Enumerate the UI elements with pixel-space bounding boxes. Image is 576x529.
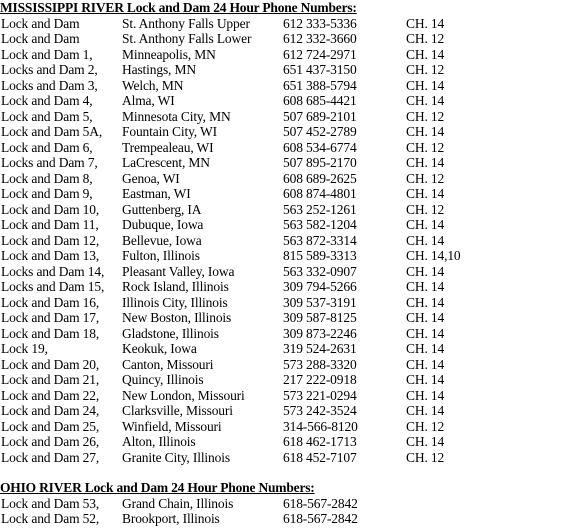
lock-location: Keokuk, Iowa: [122, 341, 197, 356]
lock-phone: 563 332-0907: [283, 263, 357, 279]
lock-name: Lock and Dam: [1, 31, 80, 46]
radio-channel: CH. 12: [406, 108, 445, 124]
lock-location: Minnesota City, MN: [122, 108, 231, 124]
table-row: [0, 357, 576, 373]
lock-location: Clarksville, Missouri: [122, 403, 233, 418]
table-row: [0, 140, 576, 156]
ohio-lock-list: [0, 496, 576, 527]
lock-phone: 309 873-2246: [283, 325, 357, 341]
lock-phone: 217 222-0918: [283, 372, 357, 387]
lock-location: New Boston, Illinois: [122, 310, 232, 325]
radio-channel: CH. 12: [406, 62, 445, 77]
lock-name: Locks and Dam 2,: [1, 62, 98, 77]
radio-channel: CH. 14: [406, 93, 445, 108]
table-row: [0, 186, 576, 202]
table-row: [0, 341, 576, 357]
lock-location: Winfield, Missouri: [122, 418, 222, 434]
radio-channel: CH. 14: [406, 155, 445, 170]
lock-phone: 612 332-3660: [283, 31, 357, 46]
lock-phone: 309 537-3191: [283, 294, 357, 310]
lock-phone: 309 587-8125: [283, 310, 357, 325]
lock-name: Lock and Dam: [1, 15, 80, 31]
lock-location: Quincy, Illinois: [122, 372, 204, 387]
lock-name: Lock and Dam 16,: [1, 294, 100, 310]
table-row: [0, 124, 576, 140]
lock-phone: 651 437-3150: [283, 62, 357, 77]
lock-name: Lock 19,: [1, 341, 48, 356]
table-row: [0, 109, 576, 125]
lock-location: Minneapolis, MN: [122, 46, 216, 62]
table-row: [0, 295, 576, 311]
lock-location: Genoa, WI: [122, 170, 180, 186]
lock-name: Lock and Dam 8,: [1, 170, 93, 186]
lock-name: Lock and Dam 13,: [1, 248, 100, 263]
radio-channel: CH. 14: [406, 124, 445, 139]
lock-location: Trempealeau, WI: [122, 139, 214, 155]
table-row: [0, 450, 576, 466]
lock-phone: 618 462-1713: [283, 434, 357, 449]
table-row: [0, 248, 576, 264]
lock-location: Alton, Illinois: [122, 434, 196, 449]
section-spacer: [0, 465, 576, 480]
lock-location: Fountain City, WI: [122, 124, 217, 139]
radio-channel: CH. 14: [406, 403, 445, 418]
lock-phone: 618-567-2842: [283, 495, 358, 511]
table-row: [0, 434, 576, 450]
lock-location: Brookport, Illinois: [122, 511, 220, 526]
lock-phone: 309 794-5266: [283, 279, 357, 294]
mississippi-heading: MISSISSIPPI RIVER Lock and Dam 24 Hour Phone Numbers:: [0, 0, 357, 15]
lock-phone: 573 288-3320: [283, 356, 357, 372]
radio-channel: CH. 12: [406, 418, 445, 434]
lock-location: Guttenberg, IA: [122, 201, 202, 217]
lock-name: Lock and Dam 1,: [1, 46, 93, 62]
table-row: [0, 372, 576, 388]
lock-location: Eastman, WI: [122, 186, 191, 201]
lock-name: Lock and Dam 20,: [1, 356, 100, 372]
table-row: [0, 93, 576, 109]
lock-location: Bellevue, Iowa: [122, 232, 202, 248]
lock-name: Lock and Dam 27,: [1, 449, 100, 465]
lock-name: Lock and Dam 52,: [1, 511, 100, 526]
lock-location: Grand Chain, Illinois: [122, 495, 234, 511]
radio-channel: CH. 14: [406, 279, 445, 294]
lock-phone: 507 689-2101: [283, 108, 357, 124]
table-row: [0, 511, 576, 527]
radio-channel: CH. 14: [406, 186, 445, 201]
radio-channel: CH. 14: [406, 310, 445, 325]
radio-channel: CH. 14: [406, 434, 445, 449]
table-row: [0, 62, 576, 78]
lock-name: Lock and Dam 9,: [1, 186, 93, 201]
lock-phone: 608 534-6774: [283, 139, 357, 155]
radio-channel: CH. 12: [406, 201, 445, 217]
lock-location: Alma, WI: [122, 93, 175, 108]
radio-channel: CH. 14: [406, 15, 445, 31]
lock-phone: 651 388-5794: [283, 77, 357, 93]
lock-phone: 314-566-8120: [283, 418, 358, 434]
table-row: [0, 31, 576, 47]
lock-phone: 563 252-1261: [283, 201, 357, 217]
lock-phone: 507 895-2170: [283, 155, 357, 170]
table-row: [0, 403, 576, 419]
lock-phone: 319 524-2631: [283, 341, 357, 356]
radio-channel: CH. 14: [406, 372, 445, 387]
radio-channel: CH. 14: [406, 387, 445, 403]
lock-phone: 815 589-3313: [283, 248, 357, 263]
table-row: [0, 310, 576, 326]
radio-channel: CH. 14: [406, 232, 445, 248]
radio-channel: CH. 14: [406, 217, 445, 232]
lock-name: Lock and Dam 17,: [1, 310, 100, 325]
lock-phone: 618 452-7107: [283, 449, 357, 465]
lock-name: Lock and Dam 12,: [1, 232, 100, 248]
lock-name: Lock and Dam 5,: [1, 108, 93, 124]
lock-name: Lock and Dam 26,: [1, 434, 100, 449]
lock-location: Pleasant Valley, Iowa: [122, 263, 235, 279]
radio-channel: CH. 14: [406, 325, 445, 341]
table-row: [0, 155, 576, 171]
table-row: [0, 388, 576, 404]
lock-location: Illinois City, Illinois: [122, 294, 228, 310]
lock-location: LaCrescent, MN: [122, 155, 210, 170]
lock-location: Granite City, Illinois: [122, 449, 230, 465]
lock-name: Lock and Dam 18,: [1, 325, 100, 341]
table-row: [0, 47, 576, 63]
lock-name: Lock and Dam 5A,: [1, 124, 103, 139]
table-row: [0, 279, 576, 295]
mississippi-lock-list: [0, 16, 576, 466]
lock-location: St. Anthony Falls Upper: [122, 15, 250, 31]
radio-channel: CH. 12: [406, 139, 445, 155]
lock-phone: 608 685-4421: [283, 93, 357, 108]
lock-name: Locks and Dam 7,: [1, 155, 98, 170]
table-row: [0, 171, 576, 187]
lock-location: Welch, MN: [122, 77, 184, 93]
table-row: [0, 202, 576, 218]
lock-name: Lock and Dam 25,: [1, 418, 100, 434]
lock-name: Locks and Dam 3,: [1, 77, 98, 93]
lock-location: New London, Missouri: [122, 387, 245, 403]
table-row: [0, 496, 576, 512]
lock-name: Lock and Dam 6,: [1, 139, 93, 155]
table-row: [0, 419, 576, 435]
table-row: [0, 16, 576, 32]
radio-channel: CH. 14: [406, 77, 445, 93]
radio-channel: CH. 12: [406, 449, 445, 465]
lock-location: Canton, Missouri: [122, 356, 214, 372]
lock-location: Gladstone, Illinois: [122, 325, 219, 341]
table-row: [0, 264, 576, 280]
lock-phone: 563 872-3314: [283, 232, 357, 248]
radio-channel: CH. 14: [406, 294, 445, 310]
lock-phone: 563 582-1204: [283, 217, 357, 232]
radio-channel: CH. 12: [406, 31, 445, 46]
lock-phone: 573 221-0294: [283, 387, 357, 403]
lock-phone: 612 724-2971: [283, 46, 357, 62]
table-row: [0, 326, 576, 342]
lock-name: Lock and Dam 10,: [1, 201, 100, 217]
lock-phone: 612 333-5336: [283, 15, 357, 31]
radio-channel: CH. 12: [406, 170, 445, 186]
radio-channel: CH. 14: [406, 46, 445, 62]
lock-phone: 608 689-2625: [283, 170, 357, 186]
lock-location: Fulton, Illinois: [122, 248, 200, 263]
lock-phone: 608 874-4801: [283, 186, 357, 201]
table-row: [0, 78, 576, 94]
lock-name: Locks and Dam 15,: [1, 279, 105, 294]
radio-channel: CH. 14: [406, 356, 445, 372]
lock-location: Hastings, MN: [122, 62, 196, 77]
lock-name: Locks and Dam 14,: [1, 263, 105, 279]
lock-location: Dubuque, Iowa: [122, 217, 204, 232]
lock-name: Lock and Dam 11,: [1, 217, 99, 232]
table-row: [0, 233, 576, 249]
lock-location: Rock Island, Illinois: [122, 279, 229, 294]
lock-name: Lock and Dam 4,: [1, 93, 93, 108]
lock-name: Lock and Dam 53,: [1, 495, 100, 511]
ohio-heading: OHIO RIVER Lock and Dam 24 Hour Phone Numbers:: [0, 480, 315, 495]
lock-location: St. Anthony Falls Lower: [122, 31, 252, 46]
lock-name: Lock and Dam 24,: [1, 403, 100, 418]
table-row: [0, 217, 576, 233]
lock-name: Lock and Dam 22,: [1, 387, 100, 403]
lock-phone: 507 452-2789: [283, 124, 357, 139]
radio-channel: CH. 14: [406, 263, 445, 279]
radio-channel: CH. 14,10: [406, 248, 461, 263]
lock-name: Lock and Dam 21,: [1, 372, 100, 387]
lock-phone: 618-567-2842: [283, 511, 358, 526]
radio-channel: CH. 14: [406, 341, 445, 356]
lock-phone: 573 242-3524: [283, 403, 357, 418]
